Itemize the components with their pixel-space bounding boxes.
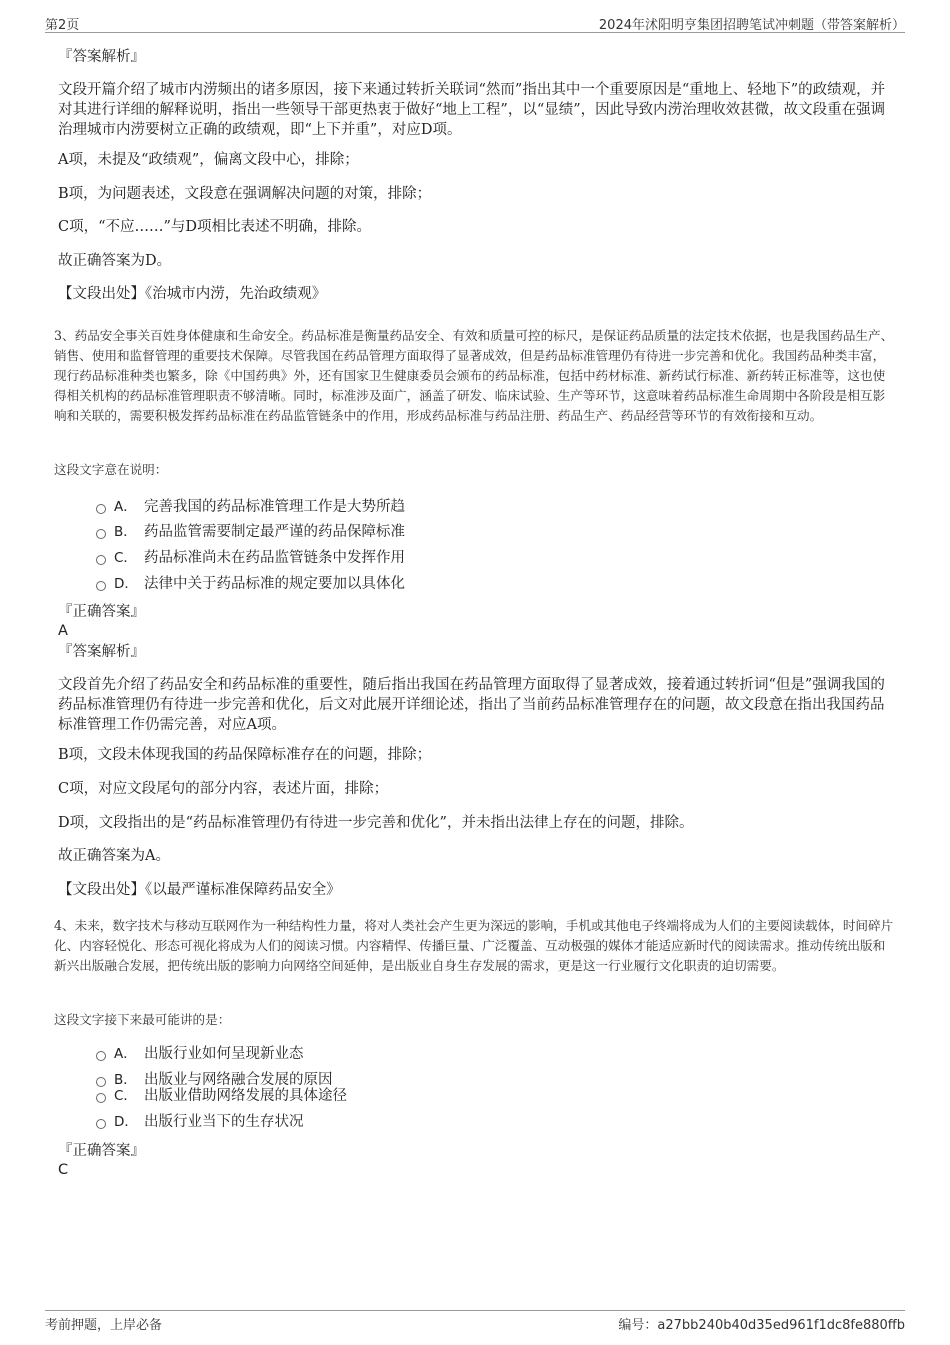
option-key: C． [114, 1088, 137, 1104]
q4-option-c[interactable] [96, 1086, 347, 1106]
radio-icon[interactable] [96, 504, 106, 514]
q4-option-a[interactable] [96, 1044, 304, 1064]
q3-source: 【文段出处】《以最严谨标准保障药品安全》 [58, 882, 341, 898]
q2-conclusion: 故正确答案为D。 [58, 253, 172, 269]
option-text: 出版业与网络融合发展的原因 [144, 1072, 333, 1088]
option-text: 出版业借助网络发展的具体途径 [144, 1088, 347, 1104]
option-text: 药品监管需要制定最严谨的药品保障标准 [144, 524, 405, 540]
option-key: D． [114, 1114, 138, 1130]
q3-question: 这段文字意在说明： [54, 462, 168, 477]
q2-analysis-title: 『答案解析』 [58, 49, 145, 65]
option-text: 完善我国的药品标准管理工作是大势所趋 [144, 499, 405, 515]
q3-option-c[interactable] [96, 548, 405, 568]
option-key: C． [114, 550, 137, 566]
q2-analysis-body: 文段开篇介绍了城市内涝频出的诸多原因，接下来通过转折关联词“然而”指出其中一个重要原因是“重地上、轻地下”的政绩观，并对其进行详细的解释说明，指出一些领导干部更热衷于做好“地上工程”，以“显绩”，因此导致内涝治理收效甚微，故文段重在强调治理城市内涝要树立正确的政绩观，即“上下并重”，对应D项。 [58, 82, 886, 138]
option-text: 法律中关于药品标准的规定要加以具体化 [144, 576, 405, 592]
radio-icon[interactable] [96, 1093, 106, 1103]
q4-answer-title: 『正确答案』 [58, 1143, 145, 1159]
q3-passage: 3、药品安全事关百姓身体健康和生命安全。药品标准是衡量药品安全、有效和质量可控的标尺，是保证药品质量的法定技术依据，也是我国药品生产、销售、使用和监督管理的重要技术保障。尽管我国在药品管理方面取得了显著成效，但是药品标准管理仍有待进一步完善和优化。我国药品种类丰富，现行药品标准种类也繁多，除《中国药典》外，还有国家卫生健康委员会颁布的药品标准，包括中药材标准、新药试行标准、新药转正标准等，这也使得相关机构的药品标准管理职责不够清晰。同时，标准涉及面广，涵盖了研发、临床试验、生产等环节，这意味着药品标准生命周期中各阶段是相互影响和关联的，需要积极发挥药品标准在药品监管链条中的作用，形成药品标准与药品注册、药品生产、药品经营等环节的有效衔接和互动。 [54, 328, 894, 423]
q4-option-d[interactable] [96, 1112, 304, 1132]
q4-passage: 4、未来，数字技术与移动互联网作为一种结构性力量，将对人类社会产生更为深远的影响，手机或其他电子终端将成为人们的主要阅读载体，时间碎片化、内容轻悦化、形态可视化将成为人们的阅读习惯。内容精悍、传播巨量、广泛覆盖、互动极强的媒体才能适应新时代的阅读需求。推动传统出版和新兴出版融合发展，把传统出版的影响力向网络空间延伸，是出版业自身生存发展的需求，更是这一行业履行文化职责的迫切需要。 [54, 918, 894, 973]
page-header [45, 12, 905, 33]
q3-note-b: B项，文段未体现我国的药品保障标准存在的问题，排除； [58, 747, 432, 763]
document-title: 2024年沭阳明亨集团招聘笔试冲刺题（带答案解析） [598, 18, 905, 33]
q3-answer: A [58, 623, 68, 639]
q3-conclusion: 故正确答案为A。 [58, 848, 170, 864]
option-key: B． [114, 1072, 137, 1088]
radio-icon[interactable] [96, 581, 106, 591]
q4-answer: C [58, 1162, 69, 1178]
q2-source: 【文段出处】《治城市内涝，先治政绩观》 [58, 286, 327, 302]
option-key: A． [114, 1046, 137, 1062]
q3-option-b[interactable] [96, 522, 405, 542]
q4-question: 这段文字接下来最可能讲的是： [54, 1012, 231, 1027]
radio-icon[interactable] [96, 555, 106, 565]
option-key: B． [114, 524, 137, 540]
option-key: D． [114, 576, 138, 592]
page-number: 第2页 [45, 18, 80, 33]
q3-analysis-body: 文段首先介绍了药品安全和药品标准的重要性，随后指出我国在药品管理方面取得了显著成效，接着通过转折词“但是”强调我国的药品标准管理仍有待进一步完善和优化，后文对此展开详细论述，指出了当前药品标准管理存在的问题，故文段意在指出我国药品标准管理工作仍需完善，对应A项。 [58, 677, 885, 733]
q3-note-d: D项，文段指出的是“药品标准管理仍有待进一步完善和优化”，并未指出法律上存在的问题，排除。 [58, 815, 694, 831]
q3-analysis-title: 『答案解析』 [58, 644, 145, 660]
q3-note-c: C项，对应文段尾句的部分内容，表述片面，排除； [58, 781, 389, 797]
footer-slogan: 考前押题，上岸必备 [45, 1318, 163, 1333]
option-key: A． [114, 499, 137, 515]
document-serial: 编号：a27bb240b40d35ed961f1dc8fe880ffb [618, 1318, 905, 1333]
q2-note-b: B项，为问题表述，文段意在强调解决问题的对策，排除； [58, 186, 432, 202]
radio-icon[interactable] [96, 1119, 106, 1129]
q3-option-a[interactable] [96, 497, 405, 517]
page-footer [45, 1310, 905, 1333]
q2-note-c: C项，“不应……”与D项相比表述不明确，排除。 [58, 219, 372, 235]
option-text: 药品标准尚未在药品监管链条中发挥作用 [144, 550, 405, 566]
q2-note-a: A项，未提及“政绩观”，偏离文段中心，排除； [58, 152, 359, 168]
option-text: 出版行业如何呈现新业态 [144, 1046, 304, 1062]
q3-answer-title: 『正确答案』 [58, 604, 145, 620]
radio-icon[interactable] [96, 529, 106, 539]
q3-option-d[interactable] [96, 574, 405, 594]
radio-icon[interactable] [96, 1051, 106, 1061]
option-text: 出版行业当下的生存状况 [144, 1114, 304, 1130]
